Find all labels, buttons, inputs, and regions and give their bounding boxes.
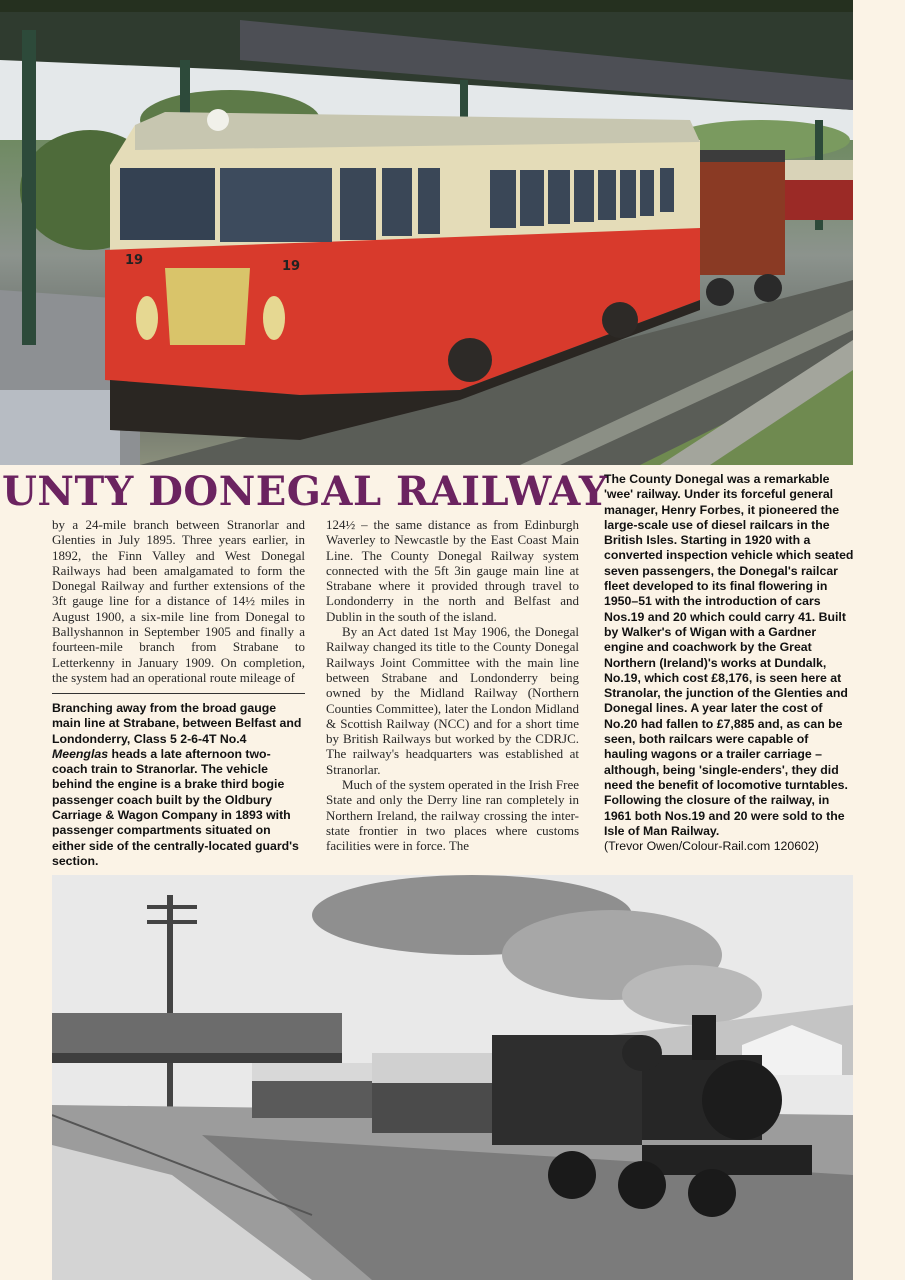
driving-wheel bbox=[618, 1161, 666, 1209]
body-paragraph: by a 24-mile branch between Stranorlar and Glenties in July 1895. Three years earlier, in 1892, the Finn Valley and West Donegal Railways had been amalgamated to form the Donegal Railway and further extensions of the 3ft gauge line for a distance of 14½ miles in August 1900, a six-mile line from Donegal to Ballyshannon in September 1905 and finally a fourteen-mile branch from Strabane to Letterkenny in January 1909. On completion, the system had an operational route mileage of bbox=[52, 517, 305, 685]
railcar-wheel bbox=[602, 302, 638, 338]
body-paragraph: By an Act dated 1st May 1906, the Donegal Railway changed its title to the County Donegal Railways Joint Committee with the main line between Strabane and Londonderry being owned by the Midland Railway (Northern Counties Committee), later the London Midland & Scottish Railway (NCC) and for a short time by British Railways but worked by the CDRJC. The railway's headquarters was established at Stranorlar. bbox=[326, 624, 579, 777]
wagon-wheel bbox=[754, 274, 782, 302]
upper-photo-caption bbox=[604, 472, 854, 854]
side-window bbox=[660, 168, 674, 212]
cab-window bbox=[220, 168, 332, 242]
article-headline: UNTY DONEGAL RAILWAY bbox=[2, 468, 608, 515]
locomotive-photo bbox=[52, 875, 853, 1280]
footbridge-deck bbox=[52, 1053, 342, 1063]
pole-crossarm bbox=[147, 920, 197, 924]
side-window bbox=[598, 170, 616, 220]
locomotive-frame bbox=[642, 1145, 812, 1175]
headlamp-right bbox=[263, 296, 285, 340]
footbridge bbox=[52, 1013, 342, 1053]
cab-window bbox=[120, 168, 215, 240]
side-window bbox=[520, 170, 544, 226]
body-paragraph: Much of the system operated in the Irish Free State and only the Derry line ran completely in Northern Ireland, the railway crossing the inter-state frontier in two places where customs facilities were in force. The bbox=[326, 777, 579, 854]
locomotive-chimney bbox=[692, 1015, 716, 1060]
distant-coach-upper bbox=[775, 160, 853, 180]
side-window bbox=[418, 168, 440, 234]
railcar-photo-drawing bbox=[0, 0, 853, 465]
car-number-left: 19 bbox=[125, 253, 144, 268]
side-window bbox=[382, 168, 412, 236]
pole-crossarm bbox=[147, 905, 197, 909]
body-paragraph: 124½ – the same distance as from Edinburgh Waverley to Newcastle by the East Coast Main Line. The County Donegal Railway system connected with the 5ft 3in gauge main line at Strabane where it provided through travel to Londonderry in the north and Belfast and Dublin in the south of the island. bbox=[326, 517, 579, 624]
locomotive-name: Meenglas bbox=[52, 746, 109, 761]
lower-photo-caption bbox=[52, 701, 305, 869]
canopy-column bbox=[460, 80, 468, 120]
coach-upper bbox=[372, 1053, 502, 1083]
headlamp-left bbox=[136, 296, 158, 340]
caption-divider bbox=[52, 693, 305, 694]
railcar-wheel bbox=[448, 338, 492, 382]
platform-edge bbox=[0, 390, 120, 465]
caption-text: heads a late afternoon two-coach train to Stranorlar. The vehicle behind the engine is a brake third bogie passenger coach built by the Oldbury Carriage & Wagon Company in 1893 with passenger compartments situated on either side of the centrally-located guard's section. bbox=[52, 746, 299, 868]
telegraph-pole bbox=[167, 895, 173, 1125]
body-column-2 bbox=[326, 517, 579, 854]
coach-upper bbox=[252, 1063, 372, 1081]
driving-wheel bbox=[688, 1169, 736, 1217]
canopy-column bbox=[180, 60, 190, 120]
roof-lamp bbox=[207, 109, 229, 131]
side-window bbox=[574, 170, 594, 222]
canopy-edge bbox=[0, 0, 853, 12]
caption-text: Branching away from the broad gauge main line at Strabane, between Belfast and Londonderry, Class 5 2-6-4T No.4 bbox=[52, 701, 302, 746]
radiator-grille bbox=[165, 268, 250, 345]
smokebox-door bbox=[702, 1060, 782, 1140]
canopy-column bbox=[22, 30, 36, 345]
locomotive-photo-drawing bbox=[52, 875, 853, 1280]
caption-text: The County Donegal was a remarkable 'wee' railway. Under its forceful general manager, Henry Forbes, it pioneered the large-scale use of diesel railcars in the British Isles. Starting in 1920 with a converted inspection vehicle which seated seven passengers, the Donegal's railcar fleet developed to its final flowering in 1950–51 with the introduction of cars Nos.19 and 20 which could carry 41. Built by Walker's of Wigan with a Gardner engine and coachwork by the Great Northern (Ireland)'s works at Dundalk, No.19, which cost £8,176, is seen here at Stranolar, the junction of the Glenties and Donegal lines. A year later the cost of No.20 had fallen to £7,885 and, as can be seen, both railcars were capable of hauling wagons or a trailer carriage – although, being 'single-enders', they did need the benefit of locomotive turntables. Following the closure of the railway, in 1961 both Nos.19 and 20 were sold to the Isle of Man Railway. bbox=[604, 472, 854, 838]
wagon-wheel bbox=[706, 278, 734, 306]
driving-wheel bbox=[548, 1151, 596, 1199]
goods-wagon bbox=[697, 155, 785, 275]
side-window bbox=[490, 170, 516, 228]
railcar-photo bbox=[0, 0, 853, 465]
car-number-right: 19 bbox=[282, 259, 301, 274]
photo-credit: (Trevor Owen/Colour-Rail.com 120602) bbox=[604, 839, 819, 854]
body-column-1 bbox=[52, 517, 305, 685]
wagon-roof bbox=[697, 150, 785, 162]
side-window bbox=[340, 168, 376, 240]
locomotive-dome bbox=[622, 1035, 662, 1071]
side-window bbox=[620, 170, 636, 218]
locomotive-cab-tanks bbox=[492, 1035, 642, 1145]
side-window bbox=[640, 170, 654, 216]
side-window bbox=[548, 170, 570, 224]
